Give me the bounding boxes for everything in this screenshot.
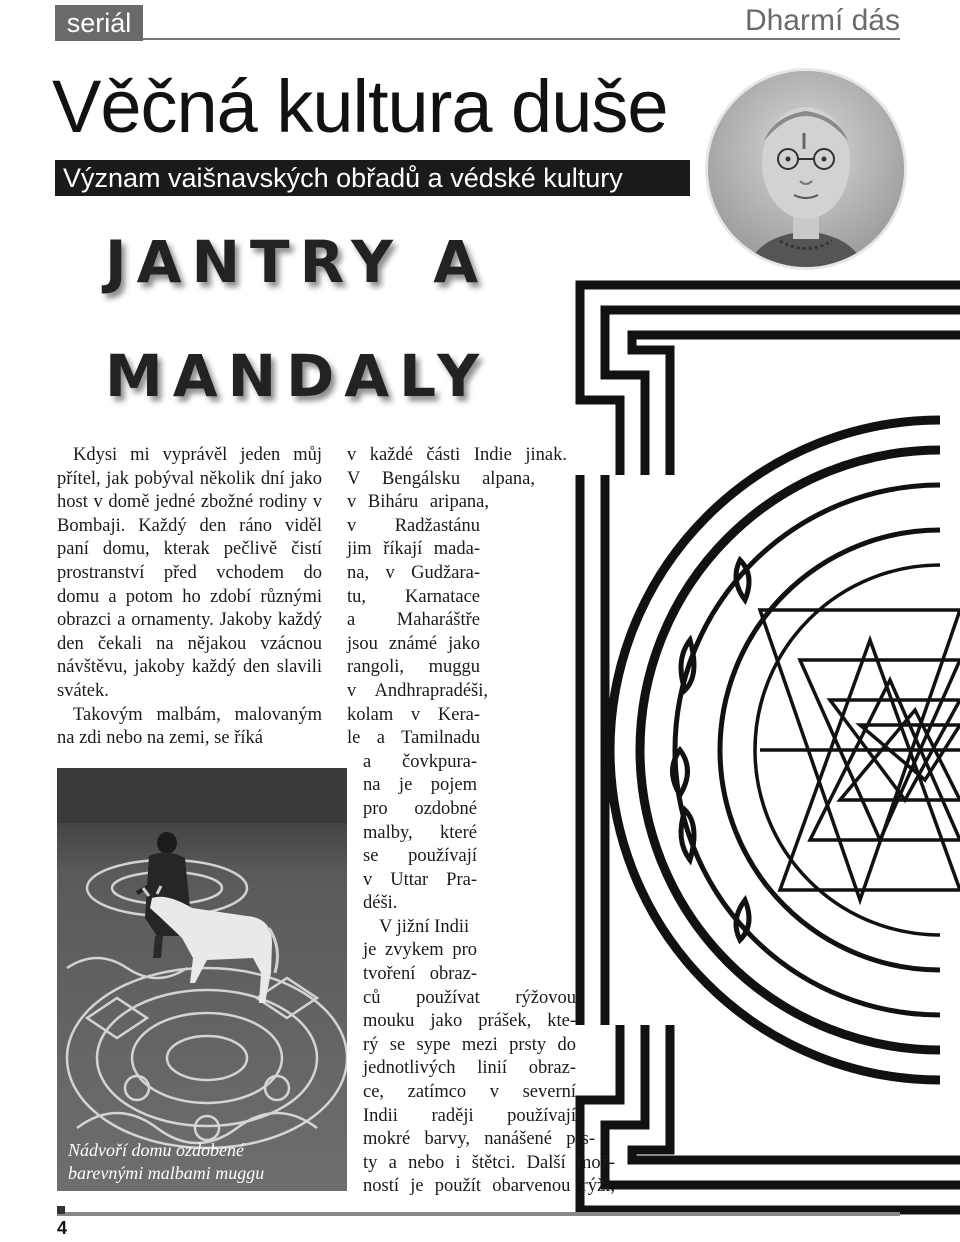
caption-line2: barevnými malbami muggu [68, 1163, 265, 1183]
column3-line: ce, zatímco v severní [363, 1082, 576, 1103]
article-column-1 [57, 444, 322, 751]
column2-line: V Bengálsku alpana, [347, 468, 535, 489]
column3-line: mouku jako prášek, kte- [363, 1011, 576, 1032]
yantra-illustration [560, 280, 960, 1220]
column3-line: ců používat rýžovou [363, 987, 576, 1008]
column2-line: a Maharáštře [347, 610, 480, 631]
column2-line: jim říkají mada- [347, 539, 480, 560]
column2-line: tu, Karnatace [347, 586, 480, 607]
paragraph-1: Kdysi mi vyprávěl jeden můj přítel, jak pobýval několik dní jako host v domě jedné zbožné rodiny v Bombaji. Každý den ráno viděl paní domu, kterak pečlivě čistí prostranství před vchodem do domu a potom ho zdobí různými obrazci a ornamenty. Jakoby každý den čekali na nějakou vzácnou návštěvu, jakoby každý den slavili svátek. [57, 445, 322, 701]
footer-rule [57, 1212, 900, 1216]
author-name: Dharmí dás [744, 4, 900, 37]
portrait-illustration [708, 71, 904, 267]
column2-line: rangoli, muggu [347, 657, 480, 678]
column3-line: V jižní Indii [379, 916, 470, 937]
photo-caption [68, 1139, 338, 1185]
column2b-line: v Uttar Pra- [363, 869, 477, 890]
column2b-line: a čovkpura- [363, 751, 477, 772]
article-title [105, 205, 625, 433]
courtyard-photo-illustration [57, 768, 347, 1191]
column3-line: mokré barvy, nanášené prs- [363, 1129, 595, 1150]
column2b-line: malby, které [363, 822, 477, 843]
column2-line: kolam v Kera- [347, 704, 480, 725]
page-title: Věčná kultura duše [52, 65, 668, 148]
column2-line: v každé části Indie jinak. [347, 445, 567, 465]
column3-line: ty a nebo i štětci. Další mož- [363, 1152, 615, 1173]
column2b-line: na je pojem [363, 775, 477, 796]
column3-line: rý se sype mezi prsty do [363, 1034, 576, 1055]
column3-line: je zvykem pro [363, 940, 477, 961]
author-portrait [705, 68, 907, 270]
paragraph-2: Takovým malbám, malovaným na zdi nebo na zemi, se říká [57, 704, 322, 749]
column2b-line: déši. [363, 893, 398, 914]
column3-line: Indii raději používají [363, 1105, 576, 1126]
column3-line: jednotlivých linií obraz- [363, 1058, 576, 1079]
photo-courtyard [57, 768, 347, 1191]
column2-line: v Radžastánu [347, 515, 480, 536]
article-column-2 [347, 444, 615, 1199]
footer-marker [57, 1206, 65, 1214]
article-title-line1: JANTRY A [105, 228, 489, 296]
column2-line: na, v Gudžara- [347, 562, 480, 583]
column2b-line: se používají [363, 846, 477, 867]
caption-line1: Nádvoří domu ozdobené [68, 1140, 244, 1160]
column2b-line: pro ozdobné [363, 798, 477, 819]
sri-yantra-icon [560, 280, 960, 1220]
column2-line: le a Tamilnadu [347, 728, 480, 749]
series-tag: seriál [55, 5, 143, 41]
column3-line: ností je použít obarvenou rýži, [363, 1176, 615, 1197]
article-title-line2: MANDALY [105, 342, 490, 410]
column2-line: jsou známé jako [347, 633, 480, 654]
page-number: 4 [57, 1218, 68, 1238]
column2-line: v Biháru aripana, [347, 492, 489, 513]
column2-line: v Andhrapradéši, [347, 680, 488, 701]
column3-line: tvoření obraz- [363, 964, 477, 985]
header-rule [143, 38, 900, 40]
subtitle: Význam vaišnavských obřadů a védské kultury [55, 160, 690, 196]
